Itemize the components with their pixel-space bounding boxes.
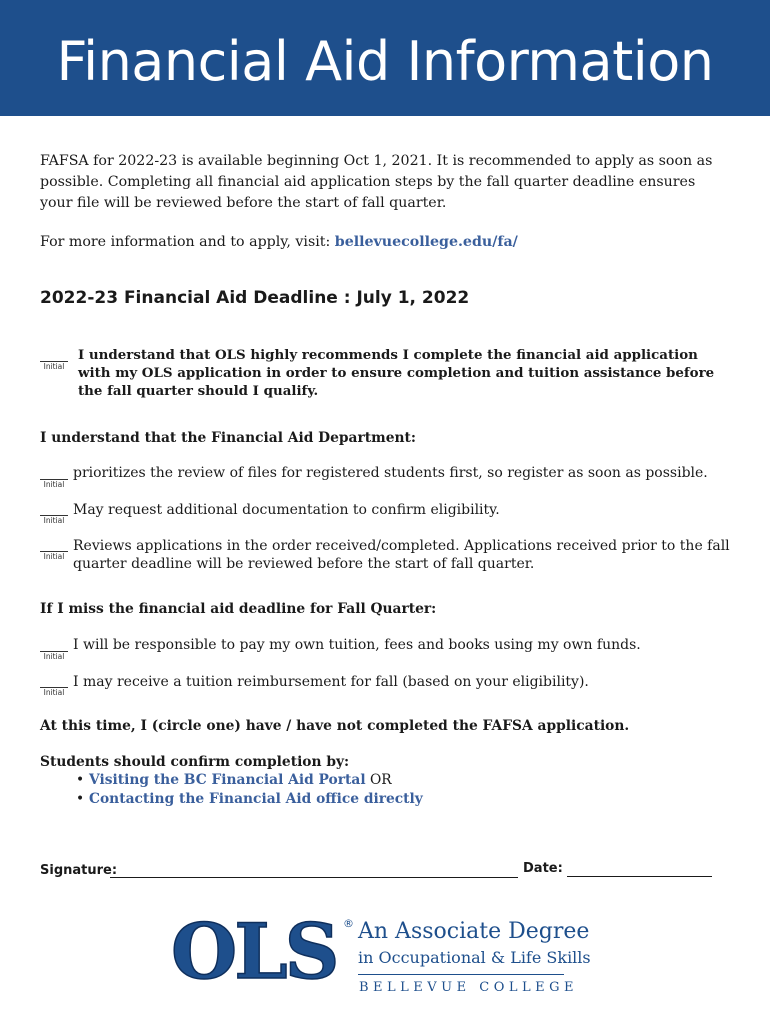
initial-label: Initial — [43, 480, 65, 489]
confirm-list — [72, 771, 423, 809]
confirm-heading: Students should confirm completion by: — [40, 754, 350, 770]
dept-item-order: Reviews applications in the order received/completed. Applications received prior to the fall quarter deadline will be reviewed before the start of fall quarter. — [73, 538, 730, 572]
date-field[interactable] — [567, 876, 712, 877]
fa-office-link[interactable]: Contacting the Financial Aid office directly — [89, 791, 423, 807]
deadline-heading: 2022-23 Financial Aid Deadline : July 1, 2022 — [40, 288, 470, 308]
initial-field[interactable] — [40, 687, 68, 698]
miss-item-reimbursement: I may receive a tuition reimbursement for fall (based on your eligibility). — [73, 674, 589, 690]
ols-recommendation-text: I understand that OLS highly recommends I complete the financial aid application with my OLS application in order to ensure completion and tuition assistance before the fall quarter should I qualify. — [78, 347, 715, 399]
signature-label: Signature: — [40, 863, 118, 878]
page-title: Financial Aid Information — [56, 30, 714, 93]
initial-field[interactable] — [40, 651, 68, 662]
initial-field[interactable] — [40, 551, 68, 562]
bc-portal-link[interactable]: Visiting the BC Financial Aid Portal — [89, 772, 366, 788]
initial-field[interactable] — [40, 361, 68, 372]
registered-mark: ® — [343, 917, 354, 930]
initial-label: Initial — [43, 688, 65, 697]
bullet-icon: • — [76, 791, 85, 807]
visit-prefix: For more information and to apply, visit: — [40, 234, 335, 250]
fafsa-status-statement: At this time, I (circle one) have / have not completed the FAFSA application. — [40, 718, 630, 734]
initial-label: Initial — [43, 362, 65, 371]
miss-section-heading: If I miss the financial aid deadline for Fall Quarter: — [40, 601, 437, 617]
signature-field[interactable] — [110, 877, 518, 878]
dept-section-heading: I understand that the Financial Aid Department: — [40, 430, 416, 446]
logo-college-name: BELLEVUE COLLEGE — [359, 980, 578, 995]
logo-tagline-degree: An Associate Degree — [358, 919, 590, 944]
initial-label: Initial — [43, 552, 65, 561]
visit-line — [40, 232, 730, 253]
ols-logo-letters: OLS — [171, 907, 337, 996]
list-item — [72, 790, 423, 809]
dept-item-prioritize: prioritizes the review of files for registered students first, so register as soon as possible. — [73, 465, 708, 481]
bullet-icon: • — [76, 772, 85, 788]
logo-divider — [358, 974, 564, 975]
initial-label: Initial — [43, 516, 65, 525]
or-text: OR — [365, 772, 392, 788]
list-item — [72, 771, 423, 790]
dept-item-documentation: May request additional documentation to confirm eligibility. — [73, 502, 500, 518]
initial-field[interactable] — [40, 515, 68, 526]
logo-tagline-skills: in Occupational & Life Skills — [358, 948, 591, 967]
header-banner — [0, 0, 770, 116]
ols-logo — [168, 907, 591, 1013]
intro-paragraph: FAFSA for 2022-23 is available beginning Oct 1, 2021. It is recommended to apply as soon as possible. Completing all financial aid application steps by the fall quarter deadline ensures your file will be reviewed before the start of fall quarter. — [40, 153, 713, 211]
initial-label: Initial — [43, 652, 65, 661]
date-label: Date: — [523, 861, 563, 876]
initial-field[interactable] — [40, 479, 68, 490]
fa-website-link[interactable]: bellevuecollege.edu/fa/ — [334, 234, 518, 250]
miss-item-responsible: I will be responsible to pay my own tuition, fees and books using my own funds. — [73, 637, 641, 653]
